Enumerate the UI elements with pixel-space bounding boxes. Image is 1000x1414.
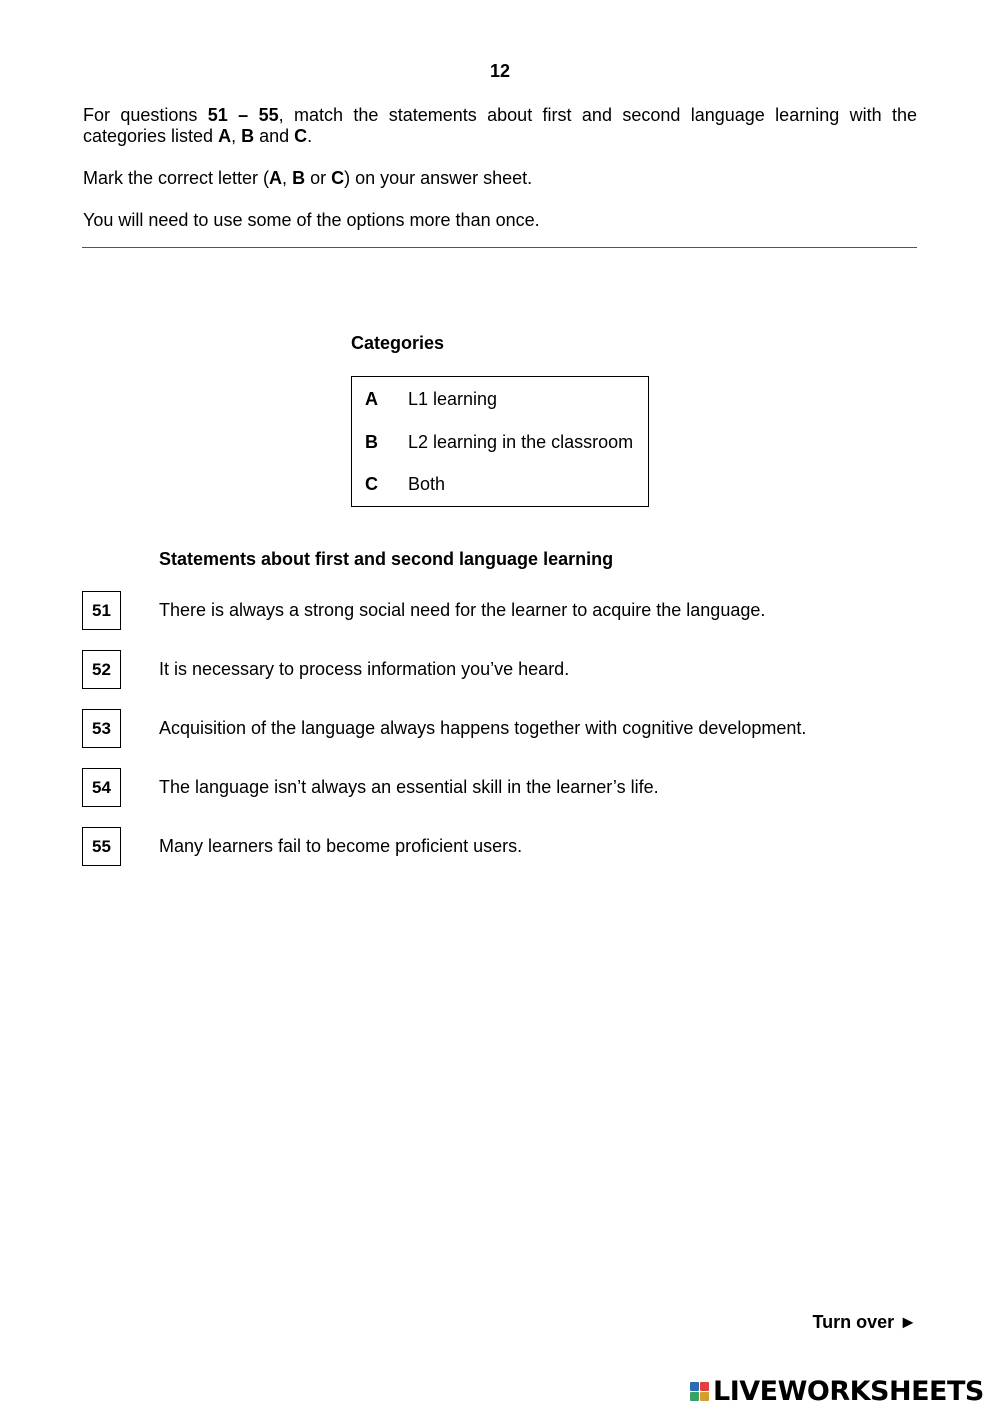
question-statement: Acquisition of the language always happens together with cognitive development. — [159, 718, 807, 738]
icon-square — [690, 1392, 699, 1401]
divider-rule — [82, 247, 917, 248]
question-row-53 — [82, 709, 922, 747]
statements-title: Statements about first and second language learning — [159, 549, 614, 569]
question-number-box[interactable]: 54 — [82, 768, 121, 807]
liveworksheets-icon — [690, 1382, 709, 1401]
question-row-54 — [82, 768, 922, 806]
category-letter: A — [365, 389, 378, 409]
question-statement: There is always a strong social need for the learner to acquire the language. — [159, 600, 766, 620]
icon-square — [690, 1382, 699, 1391]
question-statement: It is necessary to process information you’ve heard. — [159, 659, 570, 679]
categories-box — [351, 376, 649, 507]
question-row-55 — [82, 827, 922, 865]
question-number-box[interactable]: 53 — [82, 709, 121, 748]
icon-square — [700, 1382, 709, 1391]
page-number: 12 — [489, 61, 511, 81]
question-statement: Many learners fail to become proficient users. — [159, 836, 523, 856]
category-label: Both — [408, 474, 446, 494]
question-row-52 — [82, 650, 922, 688]
icon-square — [700, 1392, 709, 1401]
category-label: L2 learning in the classroom — [408, 432, 634, 452]
question-number-box[interactable]: 55 — [82, 827, 121, 866]
turn-over-label: Turn over ► — [812, 1312, 917, 1332]
instruction-mark-letter: Mark the correct letter (A, B or C) on your answer sheet. — [83, 168, 533, 188]
watermark-logo — [690, 1371, 984, 1411]
question-number-box[interactable]: 52 — [82, 650, 121, 689]
instruction-match: For questions 51 – 55, match the statements about first and second language learning with the categories listed A, B and C. — [83, 105, 917, 146]
question-row-51 — [82, 591, 922, 629]
category-label: L1 learning — [408, 389, 498, 409]
instructions — [83, 105, 917, 252]
category-letter: B — [365, 432, 378, 452]
question-number-box[interactable]: 51 — [82, 591, 121, 630]
watermark-text: LIVEWORKSHEETS — [713, 1375, 984, 1407]
categories-title: Categories — [351, 333, 445, 353]
instruction-reuse-options: You will need to use some of the options more than once. — [83, 210, 540, 230]
category-letter: C — [365, 474, 378, 494]
question-statement: The language isn’t always an essential skill in the learner’s life. — [159, 777, 659, 797]
